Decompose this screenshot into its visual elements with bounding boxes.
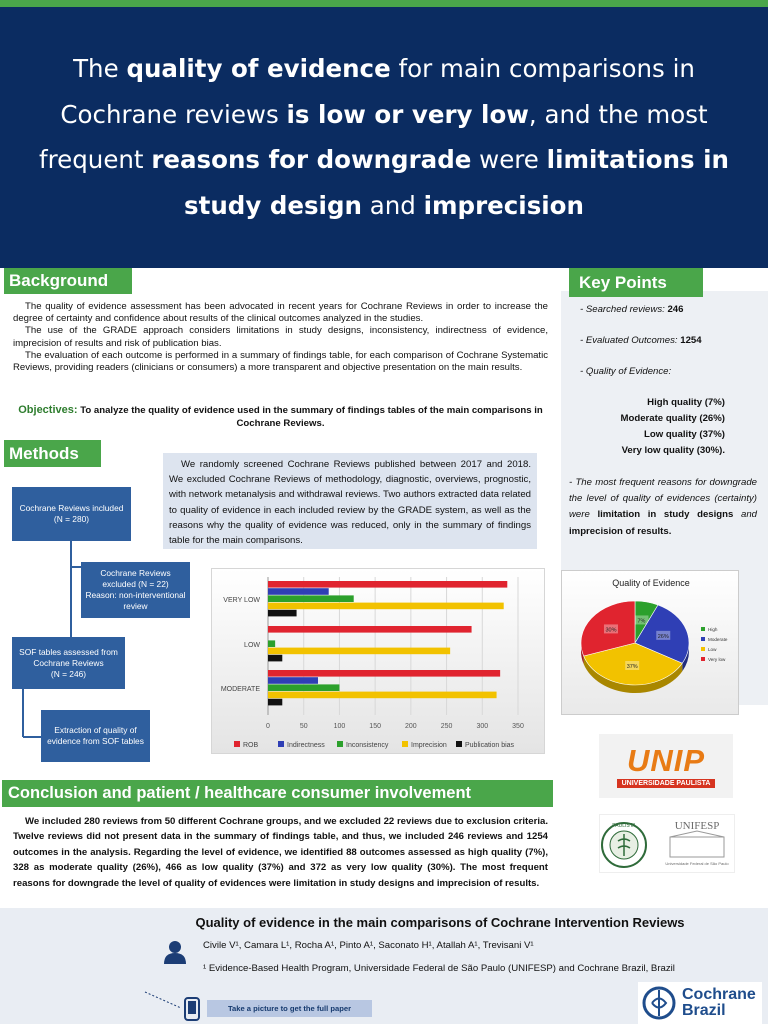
conclusion-text: We included 280 reviews from 50 different Cochrane groups, and we excluded 22 reviews due to exclusion criteria. Twelve reviews did not present data in the summary of findings table, and thus, we included 246 reviews and 1254 outcomes in the analysis. Regarding the level of evidence, we identified 88 outcomes assessed as high quality (7%), 328 as moderate quality (26%), 466 as low quality (37%) and 372 as very low quality (30%). The most frequent reasons for downgrade the level of quality of evidences were limitation in study designs and imprecision of results. [13, 816, 548, 889]
legend-label: Publication bias [465, 742, 515, 749]
paulista-ring-text: PAULISTA [612, 823, 636, 829]
flow-connector [23, 736, 41, 738]
x-tick-label: 350 [512, 723, 524, 730]
unifesp-building-icon [670, 837, 724, 857]
conclusion-text-box [13, 814, 548, 891]
flow-box-extraction [41, 710, 150, 762]
x-tick-label: 0 [266, 723, 270, 730]
pie-title: Quality of Evidence [612, 578, 690, 588]
key-point-searched [580, 302, 758, 318]
unip-logo [599, 734, 733, 798]
legend-label: Inconsistency [346, 742, 389, 749]
headline-text: for main comparisons in Cochrane reviews [60, 54, 695, 129]
legend-swatch [701, 647, 705, 651]
affiliation: ¹ Evidence-Based Health Program, Universidade Federal de São Paulo (UNIFESP) and Cochrane Brazil, Brazil [203, 963, 675, 974]
pie-data-label: 37% [626, 663, 638, 670]
unifesp-seals [600, 815, 736, 874]
headline [30, 46, 738, 228]
legend-swatch [337, 741, 343, 747]
reasons-text: - The most frequent reasons for downgrade the level of quality of evidences (certainty) were [569, 477, 757, 521]
headline-emphasis: quality of evidence [126, 54, 391, 83]
flow-sof-label: SOF tables assessed from Cochrane Reviews [19, 646, 118, 668]
bar-publication-bias [268, 655, 282, 662]
key-point-quality: - Quality of Evidence: [580, 366, 672, 377]
flow-included-label: Cochrane Reviews included [19, 503, 124, 513]
background-paragraph: The use of the GRADE approach considers limitations in study designs, inconsistency, indirectness of evidence, imprecision of results and risk of publication bias. [13, 325, 548, 349]
unip-subtitle: UNIVERSIDADE PAULISTA [617, 779, 716, 788]
cochrane-logo-icon [642, 986, 676, 1020]
x-tick-label: 50 [299, 723, 308, 730]
headline-text: , and the most frequent [39, 99, 708, 174]
quality-item-high: High quality (7%) [647, 397, 725, 408]
quality-list [580, 395, 725, 459]
headline-emphasis: reasons for downgrade [151, 145, 472, 174]
person-icon [162, 939, 188, 965]
bar-imprecision [268, 648, 450, 655]
top-accent-bar [0, 0, 768, 7]
legend-label: Indirectness [287, 742, 325, 749]
unifesp-wordmark: UNIFESP [674, 820, 720, 832]
bar-inconsistency [268, 640, 275, 647]
bar-indirectness [268, 677, 318, 684]
headline-text: The [73, 54, 127, 83]
bar-publication-bias [268, 699, 282, 706]
bar-inconsistency [268, 595, 354, 602]
legend-swatch [701, 637, 705, 641]
legend-label: Moderate [708, 637, 728, 642]
reasons-and: and [733, 509, 757, 521]
pie-data-label: 26% [657, 633, 669, 640]
bar-rob [268, 581, 507, 588]
bar-inconsistency [268, 684, 339, 691]
x-tick-label: 200 [405, 723, 417, 730]
cochrane-brazil-logo [638, 982, 762, 1024]
category-label: MODERATE [220, 686, 260, 693]
flow-box-sof [12, 637, 125, 689]
objectives [13, 404, 548, 430]
cochrane-country: Brazil [682, 1002, 726, 1019]
background-paragraph: The quality of evidence assessment has been advocated in recent years for Cochrane Reviews in order to increase the degree of certainty and confidence about results of the clinical outcomes analyzed in the studies. [13, 301, 548, 325]
category-label: LOW [244, 642, 260, 649]
searched-label: - Searched reviews: [580, 304, 668, 315]
quality-item-very-low: Very low quality (30%). [621, 445, 725, 456]
legend-label: Imprecision [411, 742, 447, 749]
headline-text: were [471, 145, 547, 174]
phone-icon [184, 997, 200, 1021]
searched-value: 246 [667, 304, 684, 315]
background-title: Background [4, 268, 132, 294]
background-paragraph: The evaluation of each outcome is performed in a summary of findings table, for each comparison of Cochrane Systematic Reviews, providing readers (clinicians or consumers) a more transparent and objective presentation on the main results. [13, 349, 548, 374]
pointer-line-icon [143, 990, 183, 1012]
x-tick-label: 150 [369, 723, 381, 730]
legend-swatch [701, 627, 705, 631]
x-tick-label: 300 [476, 723, 489, 730]
bar-indirectness [268, 588, 329, 595]
x-tick-label: 100 [333, 723, 346, 730]
bar-imprecision [268, 692, 497, 699]
bar-rob [268, 670, 500, 677]
conclusion-title: Conclusion and patient / healthcare consumer involvement [2, 780, 553, 807]
pie-data-label: 30% [605, 627, 617, 634]
quality-pie-chart [561, 570, 739, 715]
flow-included-count: (N = 280) [53, 514, 90, 524]
paper-title: Quality of evidence in the main comparisons of Cochrane Intervention Reviews [195, 915, 685, 930]
reasons-highlight-2: imprecision of results. [569, 525, 672, 537]
legend-swatch [402, 741, 408, 747]
unip-wordmark: UNIP [626, 742, 706, 778]
methods-text: We randomly screened Cochrane Reviews published between 2017 and 2018. We excluded Cochrane Reviews of methodology, diagnostic, overviews, prognostic, with network metanalysis and withdrawal reviews. Two authors extracted data related to quality of evidence in each included review by the GRADE system, as well as the reasons why the quality of evidence was reduced, only in the summary of findings table for the main comparisons. [169, 459, 531, 547]
pie-chart-svg [562, 571, 740, 716]
bar-imprecision [268, 603, 504, 610]
pie-data-label: 7% [637, 618, 646, 625]
flow-excluded-reason: Reason: non-interventional review [85, 590, 186, 611]
key-point-evaluated [580, 333, 758, 349]
cochrane-wordmark: Cochrane [682, 986, 756, 1003]
bar-chart-svg [212, 569, 546, 755]
legend-swatch [701, 657, 705, 661]
evaluated-value: 1254 [680, 335, 702, 346]
headline-text: and [361, 190, 424, 220]
legend-label: Very low [708, 657, 726, 662]
x-tick-label: 250 [440, 723, 453, 730]
flow-sof-count: (N = 246) [50, 668, 87, 679]
key-point-reasons [569, 475, 757, 540]
flow-box-included [12, 487, 131, 541]
reasons-highlight-1: limitation in study designs [597, 509, 734, 521]
quality-item-moderate: Moderate quality (26%) [620, 413, 725, 424]
objectives-text: To analyze the quality of evidence used in the summary of findings tables of the main comparisons in Cochrane Reviews. [77, 405, 543, 429]
background-text [13, 301, 548, 374]
authors: Civile V¹, Camara L¹, Rocha A¹, Pinto A¹, Saconato H¹, Atallah A¹, Trevisani V¹ [203, 940, 534, 951]
flow-connector [71, 566, 81, 568]
legend-label: ROB [243, 742, 259, 749]
quality-item-low: Low quality (37%) [643, 429, 725, 440]
bar-rob [268, 626, 472, 633]
methods-title: Methods [4, 440, 101, 467]
unifesp-logos [599, 814, 735, 873]
legend-swatch [234, 741, 240, 747]
key-points-title: Key Points [569, 268, 703, 297]
flow-connector [70, 541, 72, 638]
flow-connector [22, 689, 24, 737]
take-picture-button[interactable]: Take a picture to get the full paper [207, 1000, 372, 1017]
flow-extraction-label: Extraction of quality of evidence from SOF tables [47, 725, 144, 746]
flow-excluded-label: Cochrane Reviews excluded (N = 22) [100, 568, 171, 589]
category-label: VERY LOW [223, 597, 260, 604]
legend-swatch [456, 741, 462, 747]
headline-emphasis: imprecision [423, 190, 584, 220]
legend-label: High [708, 627, 718, 632]
bar-publication-bias [268, 610, 297, 617]
methods-text-box [163, 453, 537, 549]
headline-emphasis: limitations in study design [184, 145, 729, 220]
headline-emphasis: is low or very low [286, 99, 529, 129]
legend-label: Low [708, 647, 717, 652]
downgrade-reasons-chart [211, 568, 545, 754]
unifesp-subtitle: Universidade Federal de São Paulo [665, 861, 729, 866]
legend-swatch [278, 741, 284, 747]
evaluated-label: - Evaluated Outcomes: [580, 335, 681, 346]
objectives-label: Objectives: [18, 404, 78, 416]
flow-box-excluded [81, 562, 190, 618]
